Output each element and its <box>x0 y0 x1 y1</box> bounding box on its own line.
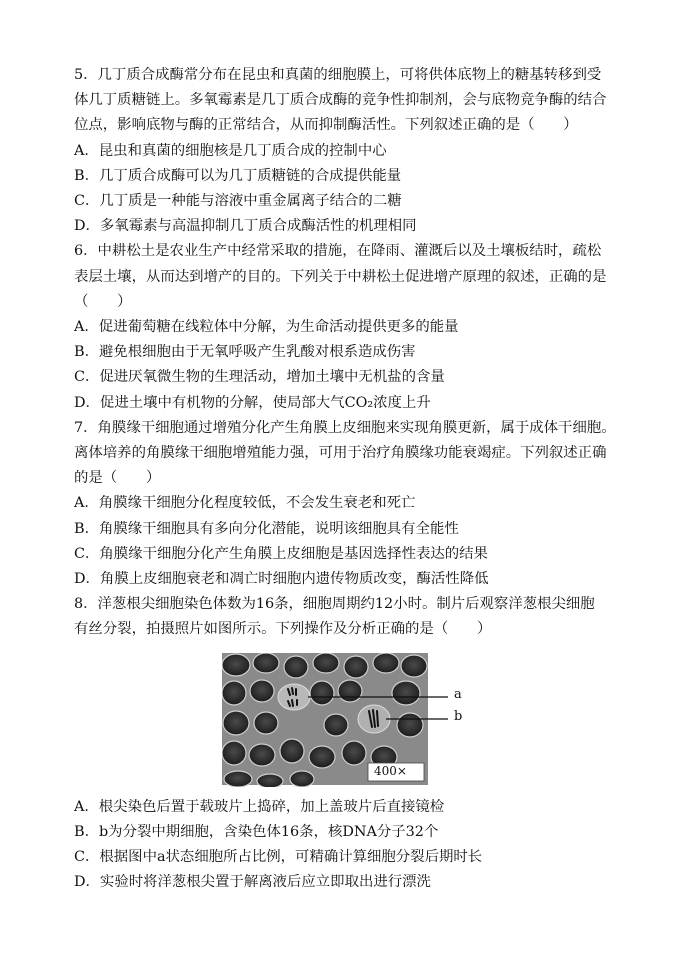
option-c: C．角膜缘干细胞分化产生角膜上皮细胞是基因选择性表达的结果 <box>74 545 488 562</box>
option-b: B．几丁质合成酶可以为几丁质糖链的合成提供能量 <box>74 167 402 184</box>
option-a: A．角膜缘干细胞分化程度较低，不会发生衰老和死亡 <box>74 495 416 512</box>
figure-label-b: b <box>454 708 463 724</box>
question-stem-line: 7．角膜缘干细胞通过增殖分化产生角膜上皮细胞来实现角膜更新，属于成体干细胞。 <box>74 419 616 436</box>
question-stem-line: 离体培养的角膜缘干细胞增殖能力强，可用于治疗角膜缘功能衰竭症。下列叙述正确 <box>74 445 607 462</box>
question-6 <box>74 239 634 415</box>
option-d: D．实验时将洋葱根尖置于解离液后应立即取出进行漂洗 <box>74 874 431 891</box>
question-stem-line: 位点，影响底物与酶的正常结合，从而抑制酶活性。下列叙述正确的是（ ） <box>74 117 578 134</box>
question-stem-line: （ ） <box>74 293 132 310</box>
magnification-label: 400× <box>374 763 407 778</box>
option-b: B．角膜缘干细胞具有多向分化潜能，说明该细胞具有全能性 <box>74 520 459 537</box>
option-a: A．昆虫和真菌的细胞核是几丁质合成的控制中心 <box>74 142 387 159</box>
exam-page <box>74 63 634 895</box>
option-c: C．促进厌氧微生物的生理活动，增加土壤中无机盐的含量 <box>74 369 445 386</box>
dividing-cell-b <box>358 705 390 733</box>
question-stem-line: 6．中耕松土是农业生产中经常采取的措施，在降雨、灌溉后以及土壤板结时，疏松 <box>74 243 602 260</box>
option-a: A．根尖染色后置于载玻片上捣碎，加上盖玻片后直接镜检 <box>74 798 445 815</box>
question-5 <box>74 63 634 239</box>
figure-label-a: a <box>454 686 462 702</box>
question-stem-line: 8．洋葱根尖细胞染色体数为16条，细胞周期约12小时。制片后观察洋葱根尖细胞 <box>74 596 595 613</box>
question-stem-line: 的是（ ） <box>74 470 161 487</box>
option-d: D．角膜上皮细胞衰老和凋亡时细胞内遗传物质改变，酶活性降低 <box>74 571 489 588</box>
option-b: B．b为分裂中期细胞，含染色体16条，核DNA分子32个 <box>74 823 439 840</box>
option-b: B．避免根细胞由于无氧呼吸产生乳酸对根系造成伤害 <box>74 344 416 361</box>
question-stem-line: 有丝分裂，拍摄照片如图所示。下列操作及分析正确的是（ ） <box>74 621 492 638</box>
option-d: D．多氧霉素与高温抑制几丁质合成酶活性的机理相同 <box>74 218 417 235</box>
micrograph-figure <box>222 653 482 787</box>
question-7 <box>74 416 634 592</box>
onion-root-tip-micrograph <box>222 653 482 787</box>
option-a: A．促进葡萄糖在线粒体中分解，为生命活动提供更多的能量 <box>74 319 459 336</box>
question-stem-line: 表层土壤，从而达到增产的目的。下列关于中耕松土促进增产原理的叙述，正确的是 <box>74 268 607 285</box>
dividing-cell-a <box>278 684 310 710</box>
option-d: D．促进土壤中有机物的分解，使局部大气CO₂浓度上升 <box>74 394 431 411</box>
question-stem-line: 5．几丁质合成酶常分布在昆虫和真菌的细胞膜上，可将供体底物上的糖基转移到受 <box>74 67 602 83</box>
question-stem-line: 体几丁质糖链上。多氧霉素是几丁质合成酶的竞争性抑制剂，会与底物竞争酶的结合 <box>74 92 607 109</box>
option-c: C．几丁质是一种能与溶液中重金属离子结合的二糖 <box>74 193 402 210</box>
question-8 <box>74 592 634 895</box>
option-c: C．根据图中a状态细胞所占比例，可精确计算细胞分裂后期时长 <box>74 849 483 866</box>
